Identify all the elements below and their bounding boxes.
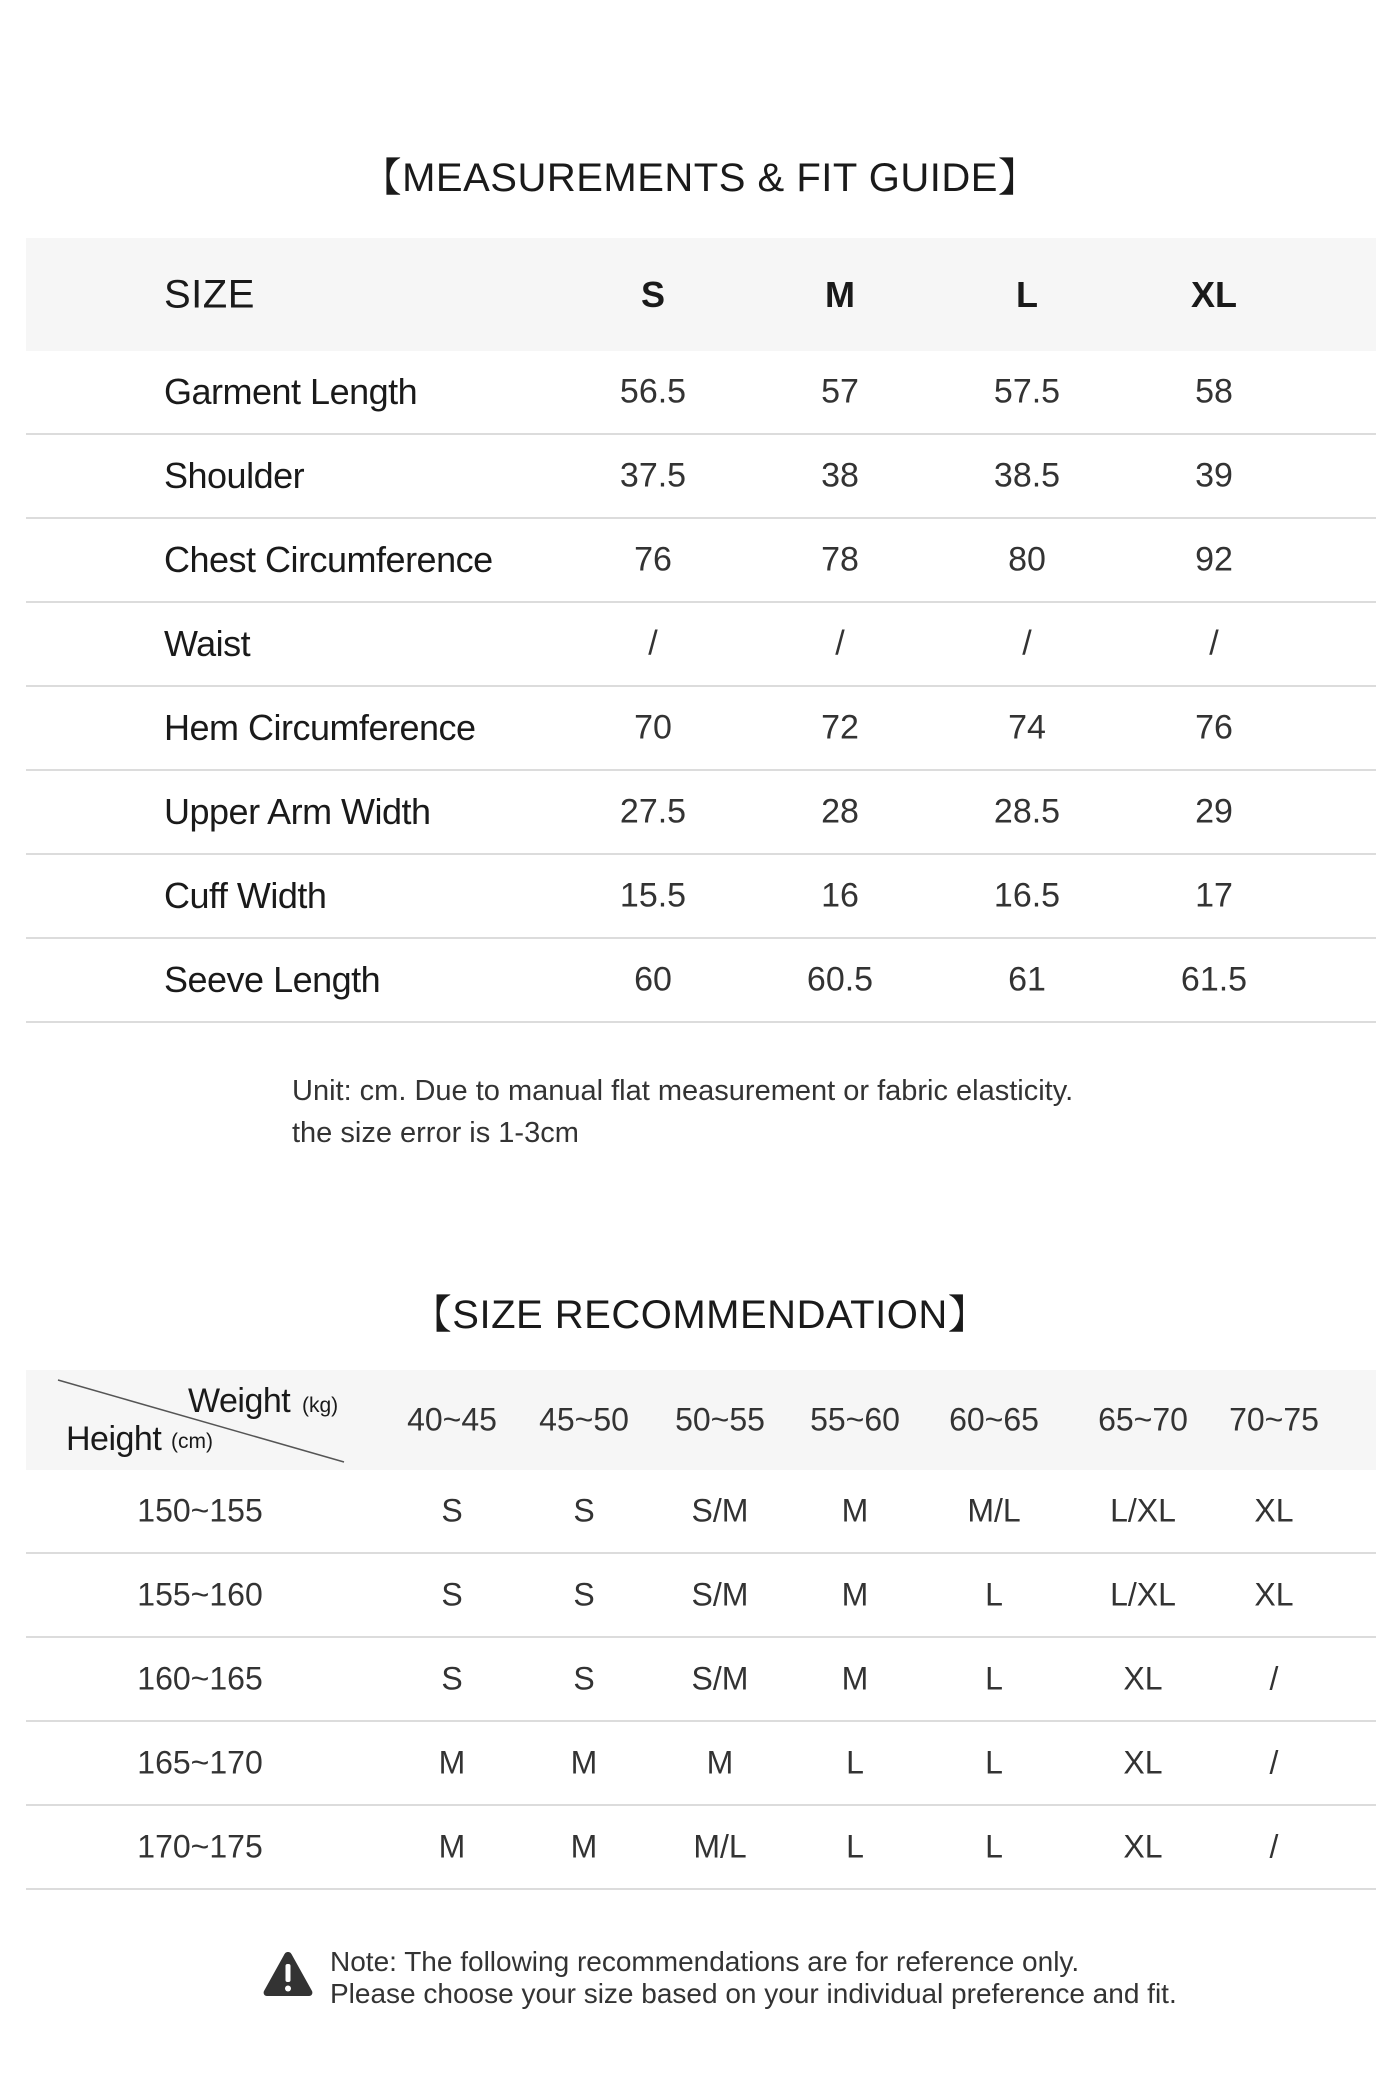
table-cell: L <box>985 1660 1003 1697</box>
table-cell: 92 <box>1195 540 1233 579</box>
table-cell: 57 <box>821 372 859 411</box>
weight-header: 50~55 <box>675 1401 765 1438</box>
table-cell: L <box>846 1828 864 1865</box>
table-cell: M <box>438 1828 466 1865</box>
table-cell: S <box>573 1576 595 1613</box>
table-cell: XL <box>1123 1660 1163 1697</box>
table-row <box>26 519 1376 603</box>
table-cell: 29 <box>1195 792 1233 831</box>
recommendation-title: 【SIZE RECOMMENDATION】 <box>411 1293 989 1337</box>
table-cell: / <box>835 624 845 663</box>
table-cell: / <box>1269 1744 1279 1781</box>
size-header-xl: XL <box>1190 273 1238 315</box>
table-row <box>26 1806 1376 1890</box>
table-cell: L <box>846 1744 864 1781</box>
table-cell: 58 <box>1195 372 1233 411</box>
height-label: 170~175 <box>137 1828 263 1865</box>
table-cell: 70 <box>634 708 672 747</box>
table-cell: L <box>985 1744 1003 1781</box>
table-cell: 28 <box>821 792 859 831</box>
weight-header: 60~65 <box>949 1401 1039 1438</box>
row-label: Waist <box>164 623 251 664</box>
corner-weight-unit: (kg) <box>302 1394 339 1417</box>
table-cell: / <box>648 624 658 663</box>
size-header-m: M <box>825 273 855 315</box>
table-cell: S/M <box>691 1660 749 1697</box>
size-header-label: SIZE <box>164 272 255 316</box>
table-cell: / <box>1209 624 1219 663</box>
corner-weight-label: Weight <box>188 1382 291 1420</box>
fit-guide-title: 【MEASUREMENTS & FIT GUIDE】 <box>361 156 1039 200</box>
measurement-note-line1: Unit: cm. Due to manual flat measurement or fabric elasticity. <box>292 1075 1074 1107</box>
weight-header: 40~45 <box>407 1401 497 1438</box>
row-label: Hem Circumference <box>164 707 476 748</box>
recommendation-note-line1: Note: The following recommendations are for reference only. <box>330 1946 1080 1977</box>
measurement-note <box>292 1070 1073 1154</box>
table-cell: M <box>841 1660 869 1697</box>
height-label: 160~165 <box>137 1660 263 1697</box>
table-cell: 74 <box>1008 708 1046 747</box>
table-cell: S <box>441 1576 463 1613</box>
table-cell: XL <box>1123 1744 1163 1781</box>
table-cell: M <box>570 1828 598 1865</box>
table-cell: / <box>1269 1828 1279 1865</box>
warning-icon <box>262 1950 314 1998</box>
table-cell: 57.5 <box>993 372 1061 411</box>
table-row <box>26 1638 1376 1722</box>
height-label: 150~155 <box>137 1492 263 1529</box>
table-cell: 60 <box>634 960 672 999</box>
table-row <box>26 435 1376 519</box>
measurements-table <box>26 238 1376 1023</box>
table-cell: S <box>441 1660 463 1697</box>
table-cell: M <box>438 1744 466 1781</box>
measurements-header-row <box>26 238 1376 351</box>
table-cell: 80 <box>1008 540 1046 579</box>
row-label: Chest Circumference <box>164 539 493 580</box>
table-cell: 78 <box>821 540 859 579</box>
table-row <box>26 1722 1376 1806</box>
size-header-l: L <box>1016 273 1038 315</box>
table-cell: S <box>573 1660 595 1697</box>
table-cell: 61.5 <box>1180 960 1248 999</box>
table-row <box>26 855 1376 939</box>
table-cell: 16.5 <box>993 876 1061 915</box>
table-cell: 60.5 <box>806 960 874 999</box>
table-cell: L/XL <box>1110 1576 1176 1613</box>
table-cell: M <box>706 1744 734 1781</box>
table-cell: 76 <box>1195 708 1233 747</box>
table-cell: 72 <box>821 708 859 747</box>
table-cell: XL <box>1254 1492 1294 1529</box>
row-label: Upper Arm Width <box>164 791 431 832</box>
corner-height-label: Height <box>66 1420 162 1458</box>
table-cell: 27.5 <box>619 792 687 831</box>
table-cell: 17 <box>1195 876 1233 915</box>
table-cell: / <box>1022 624 1032 663</box>
table-cell: S/M <box>691 1576 749 1613</box>
weight-header: 70~75 <box>1229 1401 1319 1438</box>
table-cell: 76 <box>634 540 672 579</box>
recommendation-table <box>26 1370 1376 1890</box>
row-label: Shoulder <box>164 455 305 496</box>
height-label: 155~160 <box>137 1576 263 1613</box>
table-cell: 28.5 <box>993 792 1061 831</box>
table-cell: S <box>441 1492 463 1529</box>
recommendation-note <box>330 1946 1177 2010</box>
table-row <box>26 1470 1376 1554</box>
table-cell: S/M <box>691 1492 749 1529</box>
table-row <box>26 1554 1376 1638</box>
height-label: 165~170 <box>137 1744 263 1781</box>
table-cell: M/L <box>693 1828 747 1865</box>
table-cell: 39 <box>1195 456 1233 495</box>
table-cell: L <box>985 1828 1003 1865</box>
table-cell: M <box>841 1576 869 1613</box>
table-cell: S <box>573 1492 595 1529</box>
table-row <box>26 939 1376 1023</box>
table-cell: M <box>841 1492 869 1529</box>
recommendation-header-row <box>26 1370 1376 1470</box>
recommendation-note-line2: Please choose your size based on your individual preference and fit. <box>330 1978 1177 2009</box>
table-cell: 37.5 <box>619 456 687 495</box>
table-cell: M/L <box>967 1492 1021 1529</box>
weight-header: 55~60 <box>810 1401 900 1438</box>
table-cell: L <box>985 1576 1003 1613</box>
measurement-note-line2: the size error is 1-3cm <box>292 1117 579 1149</box>
table-cell: 56.5 <box>619 372 687 411</box>
row-label: Garment Length <box>164 371 418 412</box>
table-cell: M <box>570 1744 598 1781</box>
table-cell: 61 <box>1008 960 1046 999</box>
size-header-s: S <box>640 273 666 315</box>
table-cell: XL <box>1123 1828 1163 1865</box>
table-cell: 38 <box>821 456 859 495</box>
row-label: Cuff Width <box>164 875 327 916</box>
row-label: Seeve Length <box>164 959 381 1000</box>
corner-height-unit: (cm) <box>171 1430 213 1453</box>
weight-header: 45~50 <box>539 1401 629 1438</box>
table-cell: 38.5 <box>993 456 1061 495</box>
table-cell: / <box>1269 1660 1279 1697</box>
table-row <box>26 351 1376 435</box>
weight-header: 65~70 <box>1098 1401 1188 1438</box>
table-cell: L/XL <box>1110 1492 1176 1529</box>
table-row <box>26 687 1376 771</box>
table-cell: XL <box>1254 1576 1294 1613</box>
table-row <box>26 603 1376 687</box>
table-cell: 15.5 <box>619 876 687 915</box>
table-cell: 16 <box>821 876 859 915</box>
table-row <box>26 771 1376 855</box>
